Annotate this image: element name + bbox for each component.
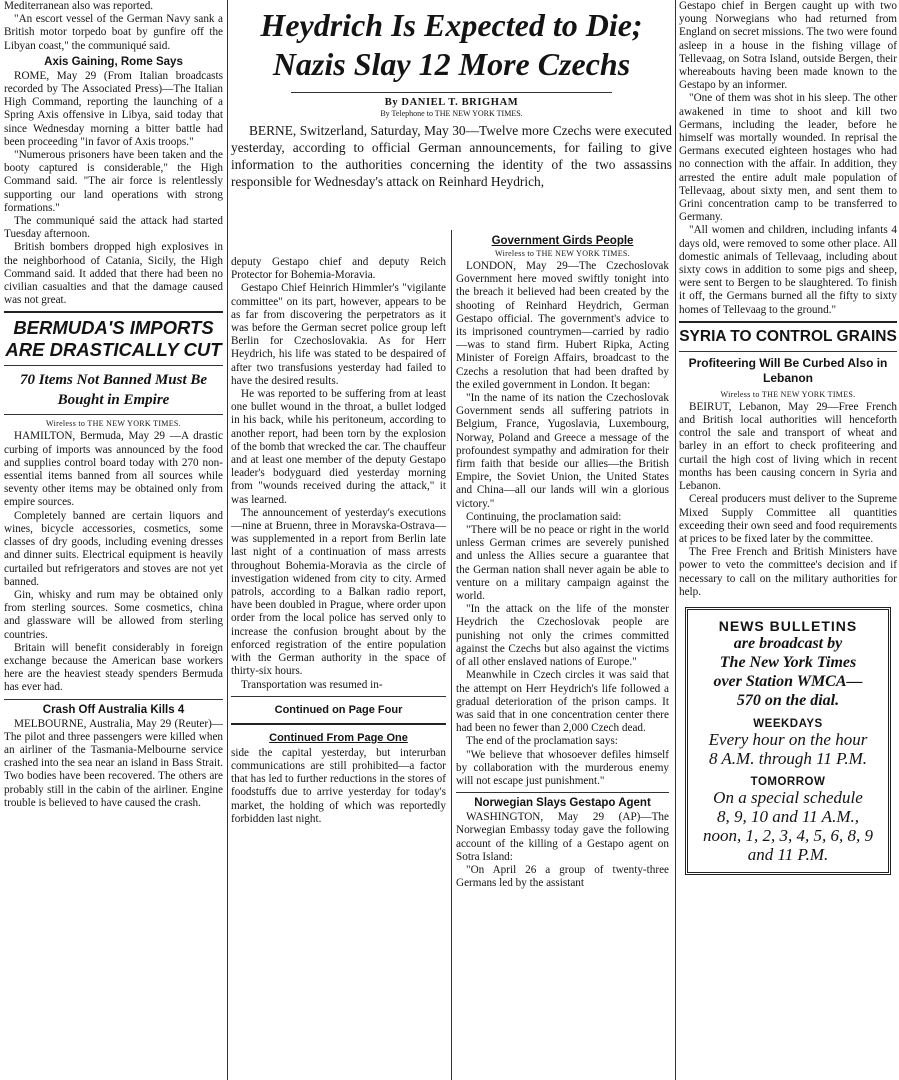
col1-top-para-2: "An escort vessel of the German Navy sank a British motor torpedo boat by gunfire off the Libyan coast," the communiqué said. xyxy=(4,13,223,52)
main-headline: Heydrich Is Expected to Die; Nazis Slay 12 More Czechs xyxy=(260,7,643,82)
norway-para-1: WASHINGTON, May 29 (AP)—The Norwegian Embassy today gave the following account of the killing of a Gestapo agent on Sotra Island: xyxy=(456,811,669,863)
col4-top-para-3: "All women and children, including infants 4 days old, were removed to some other place. All domestic animals of Tellevaag, including about sixty cows in addition to some pigs and sheep, were sent to Bergen to be slaughtered. To finish it off, the Germans burned all the fifty to sixty homes of Tellevaag to the ground." xyxy=(679,224,897,316)
column-rule xyxy=(451,230,452,1080)
news-box-line: The New York Times xyxy=(719,653,857,671)
byline-credit: By Telephone to THE NEW YORK TIMES. xyxy=(380,109,523,118)
bermuda-cable-credit: Wireless to THE NEW YORK TIMES. xyxy=(46,419,181,429)
news-box-line: are broadcast by xyxy=(733,634,843,652)
divider xyxy=(4,311,223,313)
col2-para-2: Gestapo Chief Heinrich Himmler's "vigilante committee" on its part, however, appears to be as far from discovering the perpetrators as it was before the German secret police group left Berlin for Czechoslovakia. As for Herr Heydrich, his life was stated to be despaired of after two transfusions yesterday had failed to have the desired results. xyxy=(231,282,446,387)
crash-headline: Crash Off Australia Kills 4 xyxy=(42,703,185,716)
syria-para-2: Cereal producers must deliver to the Supreme Mixed Supply Committee all quantities exceeding their own seed and food requirements at prices to be fixed later by the committee. xyxy=(679,493,897,545)
right-column xyxy=(679,0,897,1080)
column-rule xyxy=(675,0,676,1080)
divider xyxy=(456,792,669,793)
tomorrow-line: and 11 P.M. xyxy=(747,844,829,864)
col3-para-4: "There will be no peace or right in the world unless German crimes are severely punished and unless the Allies secure a guarantee that the German nation shall never again be able to venture on a military campaign against the world. xyxy=(456,524,669,603)
axis-para-4: British bombers dropped high explosives in the neighborhood of Catania, Sicily, the High Command said. It added that there had been no civilian casualties and that the damage caused was not great. xyxy=(4,241,223,307)
divider xyxy=(231,696,446,697)
cont-para: side the capital yesterday, but interurban communications are still prohibited—a factor that has led to further reductions in the stores of foodstuffs due to arrive yesterday for today's market, the holding of which was reportedly forbidden last night. xyxy=(231,746,446,825)
col2-para-1: deputy Gestapo chief and deputy Reich Protector for Bohemia-Moravia. xyxy=(231,256,446,282)
bermuda-para-4: Britain will benefit considerably in foreign exchange because the American base workers here are the heaviest steady spenders Bermuda has ever had. xyxy=(4,641,223,694)
syria-para-1: BEIRUT, Lebanon, May 29—Free French and British local authorities will henceforth control the sale and transport of wheat and barley in an effort to check profiteering and curtail the high cost of living which in recent months has been causing concern in Syria and Lebanon. xyxy=(679,400,897,493)
col3-cable-credit: Wireless to THE NEW YORK TIMES. xyxy=(495,249,630,258)
axis-para-1: ROME, May 29 (From Italian broadcasts recorded by The Associated Press)—The Italian High Command, reporting the launching of a Spring Axis offensive in Libya, said today that since Wednesday morning a bitter battle had been proceeding "in favor of Axis troops." xyxy=(4,69,223,148)
syria-headline: SYRIA TO CONTROL GRAINS xyxy=(679,327,897,345)
col3-para-8: "We believe that whosoever defiles himself by collaboration with the murderous enemy will not escape just punishment." xyxy=(456,748,669,787)
axis-headline: Axis Gaining, Rome Says xyxy=(44,55,183,68)
main-subcolumn-left xyxy=(231,256,446,826)
col4-top-para-1: Gestapo chief in Bergen caught up with two young Norwegians who had returned from England on secret missions. The two were found asleep in a house in the fishing village of Tellevaag, on Sotra Island, outside Bergen, their whereabouts having been made known to the Gestapo by an informer. xyxy=(679,0,897,92)
divider xyxy=(679,351,897,352)
tomorrow-heading: TOMORROW xyxy=(750,775,826,788)
divider xyxy=(4,365,223,366)
divider xyxy=(679,321,897,323)
news-box-title: NEWS BULLETINS xyxy=(718,617,858,634)
tomorrow-line: On a special schedule xyxy=(713,787,863,807)
government-girds-headline: Government Girds People xyxy=(491,235,634,247)
lead-paragraph: BERNE, Switzerland, Saturday, May 30—Twelve more Czechs were executed yesterday, according to official German announcements, for failing to give information to the authorities concerning the identity of the two assassins responsible for Wednesday's attack on Reinhard Heydrich, xyxy=(231,123,672,189)
continued-from-notice: Continued From Page One xyxy=(269,731,408,744)
col3-para-1: LONDON, May 29—The Czechoslovak Government here moved swiftly tonight into the breach it believed had been created by the shooting of Reinhard Heydrich, German Gestapo official. The government's advice to its imprisoned countrymen—carried by radio—was to stand firm. Hubert Ripka, Acting Minister of Foreign Affairs, broadcast to the Czechs a resolution that had been drafted by the exiled government in London. It began: xyxy=(456,260,669,391)
bermuda-para-2: Completely banned are certain liquors and wines, bicycle accessories, cosmetics, some classes of dry goods, including evening dresses and dinner suits. Electrical equipment is heavily curtailed but refrigerators and stoves are not yet banned. xyxy=(4,509,223,588)
column-rule xyxy=(227,0,228,1080)
weekdays-line: 8 A.M. through 11 P.M. xyxy=(708,748,868,768)
divider xyxy=(231,723,446,725)
syria-cable-credit: Wireless to THE NEW YORK TIMES. xyxy=(720,389,856,399)
tomorrow-line: noon, 1, 2, 3, 4, 5, 6, 8, 9 xyxy=(703,825,873,845)
col4-top-para-2: "One of them was shot in his sleep. The other awakened in time to shoot and kill two Germans, including the leader, before he himself was mortally wounded. In reprisal the Germans executed eighteen hostages who had no connection with the affair. In addition, they arrested the entire adult male population of Tellevaag, about sixty men, and sent them to Grini concentration camp to be transferred to Germany. xyxy=(679,92,897,224)
syria-para-3: The Free French and British Ministers have power to veto the committee's decision and if necessary to call on the military authorities for help. xyxy=(679,546,897,598)
byline: By DANIEL T. BRIGHAM xyxy=(384,97,519,108)
col3-para-3: Continuing, the proclamation said: xyxy=(466,510,622,523)
news-box-line: over Station WMCA— xyxy=(713,672,863,690)
crash-para-1: MELBOURNE, Australia, May 29 (Reuter)—The pilot and three passengers were killed when an airliner of the Tasmania-Melbourne service crashed into the sea near an island in Bass Strait. Two bodies have been recovered. The others are probably still in the cabin of the airliner. Engine trouble is believed to have caused the crash. xyxy=(4,717,223,809)
continued-on-notice: Continued on Page Four xyxy=(274,703,403,716)
col2-para-5: Transportation was resumed in- xyxy=(241,678,383,691)
norway-para-2: "On April 26 a group of twenty-three Germans led by the assistant xyxy=(456,863,669,890)
tomorrow-line: 8, 9, 10 and 11 A.M., xyxy=(717,806,859,826)
col3-para-5: "In the attack on the life of the monster Heydrich the Czechoslovak people are punishing not only the crimes committed against the Czechs but also against the victims of all other enslaved nations of Europe." xyxy=(456,603,669,669)
divider xyxy=(291,92,612,93)
divider xyxy=(4,414,223,415)
syria-subheadline: Profiteering Will Be Curbed Also in Lebanon xyxy=(688,355,888,385)
main-story xyxy=(231,0,672,1080)
weekdays-heading: WEEKDAYS xyxy=(753,717,823,730)
weekdays-line: Every hour on the hour xyxy=(708,729,868,749)
left-column xyxy=(4,0,223,1080)
bermuda-para-3: Gin, whisky and rum may be obtained only from sterling sources. Some cosmetics, china and glassware will be allowed from sterling countries. xyxy=(4,588,223,641)
main-subcolumn-right xyxy=(456,232,669,890)
bermuda-headline: BERMUDA'S IMPORTS ARE DRASTICALLY CUT xyxy=(5,317,222,361)
bermuda-para-1: HAMILTON, Bermuda, May 29 —A drastic curbing of imports was announced by the food and supplies control board today with 270 non-essential items banned from all sources while seventy other items may be obtained only from empire sources. xyxy=(4,430,223,509)
norway-headline: Norwegian Slays Gestapo Agent xyxy=(474,797,651,810)
col3-para-6: Meanwhile in Czech circles it was said that the attempt on Herr Heydrich's life followed a gradual deterioration of the prison camps. It was said that in one concentration center there had been no fewer than 2,000 Czech dead. xyxy=(456,669,669,735)
axis-para-3: The communiqué said the attack had started Tuesday afternoon. xyxy=(4,215,223,241)
col2-para-3: He was reported to be suffering from at least one bullet wound in the throat, a bullet lodged in his back, while his peritoneum, according to another report, had been torn by the explosion of the bomb that wrecked the car. The chauffeur and at least one member of the deputy Gestapo leader's bodyguard died yesterday morning from "wounds received during the attack," it was learned. xyxy=(231,388,446,506)
col2-para-4: The announcement of yesterday's executions—nine at Bruenn, three in Moravska-Ostrava—was supplemented in a report from Berlin late last night of a continuation of mass arrests throughout Bohemia-Moravia as the circle of investigation widened from city to city. Armed patrols, according to a Balkan radio report, have been doubled in Prague, where order upon order from the local police has served only to increase the confusion brought about by the enforced registration of the entire population with the German authority in the space of thirty-six hours. xyxy=(231,506,446,678)
divider xyxy=(4,699,223,700)
news-box-line: 570 on the dial. xyxy=(736,691,840,709)
col3-para-2: "In the name of its nation the Czechoslovak Government sends all suffering patriots in Belgium, France, Yugoslavia, Luxembourg, Norway, Poland and Greece a message of the profoundest sympathy and admiration for their firm faith that beside our allies—the British Empire, the Soviet Union, the United States and China—all our lands will win a glorious victory." xyxy=(456,392,669,510)
col1-top-para-1: Mediterranean also was reported. xyxy=(4,0,154,12)
col3-para-7: The end of the proclamation says: xyxy=(466,735,618,748)
axis-para-2: "Numerous prisoners have been taken and the booty captured is considerable," the High Command said. "The air force is relentlessly supporting our land operations with strong formations." xyxy=(4,149,223,214)
news-bulletins-box xyxy=(685,607,891,875)
bermuda-subheadline: 70 Items Not Banned Must Be Bought in Empire xyxy=(19,372,208,409)
